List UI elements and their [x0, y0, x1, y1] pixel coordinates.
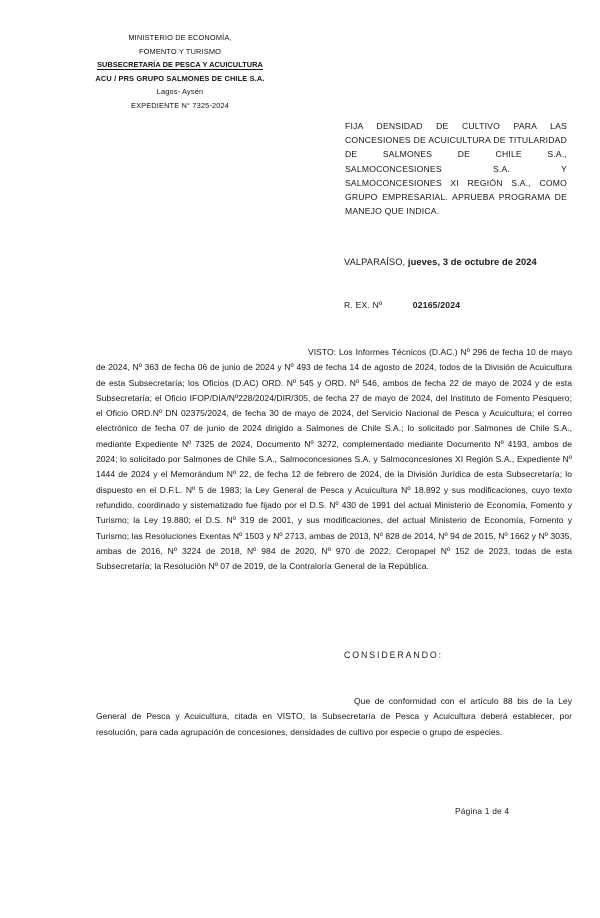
letterhead-expediente: EXPEDIENTE N° 7325-2024 [130, 100, 229, 110]
letterhead-ministry-second: FOMENTO Y TURISMO [138, 46, 222, 56]
considerando-heading: CONSIDERANDO: [344, 650, 443, 660]
visto-lead-text: VISTO: Los Informes Técnicos (D.AC.) Nº 296 [308, 347, 488, 357]
considerando-body-text: de la Ley General de Pesca y Acuicultura, citada en VISTO, la Subsecretaría de Pesca y Acuicultura deberá establecer, por resolución, para cada agrupación de concesiones, densidades de cultivo por especie o grupo de especies. [96, 696, 572, 737]
page-footer: Página 1 de 4 [455, 806, 510, 816]
subject-block: FIJA DENSIDAD DE CULTIVO PARA LAS CONCESIONES DE ACUICULTURA DE TITULARIDAD DE SALMONES DE CHILE S.A., SALMOCONCESIONES S.A. Y SALMOCONCESIONES XI REGIÓN S.A., COMO GRUPO EMPRESARIAL. APRUEBA PROGRAMA DE MANEJO QUE INDICA. [345, 121, 567, 217]
letterhead-subsecretary: SUBSECRETARÍA DE PESCA Y ACUICULTURA [97, 60, 263, 70]
considerando-lead-text: Que de conformidad con el artículo 88 bis [354, 696, 529, 706]
issue-date: jueves, 3 de octubre de 2024 [407, 257, 537, 267]
visto-body-text: de fecha 10 de mayo de 2024, Nº 363 de fecha 06 de junio de 2024 y Nº 493 de fecha 14 de agosto de 2024, todos de la División de Acuicultura de esta Subsecretaría; los Oficios (D.AC) ORD. Nº 545 y ORD. Nº 546, ambos de fecha 22 de mayo de 2024 y de esta Subsecretaría; el Oficio IFOP/DIA/Nº228/2024/DIR/305, de fecha 27 de mayo de 2024, del Instituto de Fomento Pesquero; el Oficio ORD.Nº DN 02375/2024, de fecha 30 de mayo de 2024, del Servicio Nacional de Pesca y Acuicultura; el correo electrónico de fecha 07 de junio de 2024 dirigido a Salmones de Chile S.A.; lo solicitado por Salmones de Chile S.A., mediante Expediente Nº 7325 de 2024, Documento Nº 3272, complementado mediante Documento Nº 4193, ambos de 2024; lo solicitado por Salmones de Chile S.A., Salmoconcesiones S.A. y Salmoconcesiones XI Región S.A., Expediente Nº 1444 de 2024 y el Memorándum Nº 22, de fecha 12 de febrero de 2024, de la División Jurídica de esta Subsecretaría; lo dispuesto en el D.F.L. Nº 5 de 1983; la Ley General de Pesca y Acuicultura Nº 18.892 y sus modificaciones, cuyo texto refundido, coordinado y sistematizado fue fijado por el D.S. Nº 430 de 1991 del actual Ministerio de Economía, Fomento y Turismo; la Ley 19.880; el D.S. Nº 319 de 2001, y sus modificaciones, del actual Ministerio de Economía, Fomento y Turismo; las Resoluciones Exentas Nº 1503 y Nº 2713, ambas de 2013, Nº 828 de 2014, Nº 94 de 2015, Nº 1662 y Nº 3035, ambas de 2016, Nº 3224 de 2018, Nº 984 de 2020, Nº 970 de 2022, Ceropapel Nº 152 de 2023, todas de esta Subsecretaría; la Resolución Nº 07 de 2019, de la Contraloría General de la República. [96, 347, 572, 572]
considerando-paragraph [96, 694, 572, 740]
place-date-line [344, 257, 537, 267]
resolution-label: R. EX. Nº [344, 300, 383, 310]
letterhead-region: Lagos- Aysén [156, 87, 204, 97]
place-name: VALPARAÍSO, [344, 257, 406, 267]
letterhead-unit-group: ACU / PRS GRUPO SALMONES DE CHILE S.A. [95, 73, 265, 83]
letterhead-ministry: MINISTERIO DE ECONOMÍA, [128, 33, 232, 42]
visto-paragraph [96, 345, 572, 574]
resolution-number-line [344, 300, 460, 310]
letterhead [70, 31, 290, 113]
resolution-number: 02165/2024 [412, 300, 461, 310]
